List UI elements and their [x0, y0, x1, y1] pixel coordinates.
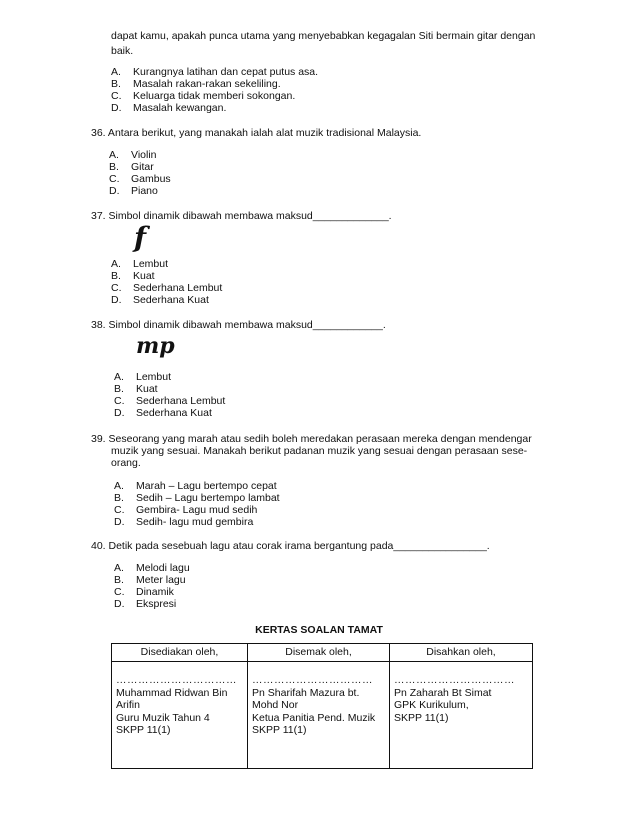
- checker-school: SKPP 11(1): [252, 724, 307, 736]
- q37-option-a: A. Lembut: [111, 258, 169, 270]
- preparer-school: SKPP 11(1): [116, 724, 171, 736]
- header-approved-by: Disahkan oleh,: [390, 644, 533, 662]
- q40-question: 40. Detik pada sesebuah lagu atau corak irama bergantung pada________________.: [91, 540, 490, 552]
- q37-option-d: D. Sederhana Kuat: [111, 294, 209, 306]
- approver-name: Pn Zaharah Bt Simat: [394, 686, 492, 699]
- preparer-name-line2: Arifin: [116, 699, 140, 711]
- header-prepared-by: Disediakan oleh,: [112, 644, 248, 662]
- signature-table: [111, 643, 533, 769]
- end-of-paper-title: KERTAS SOALAN TAMAT: [255, 624, 383, 636]
- q39-option-b: B. Sedih – Lagu bertempo lambat: [114, 492, 280, 504]
- checker-name-line2: Mohd Nor: [252, 699, 299, 711]
- q36-option-c: C. Gambus: [109, 173, 171, 185]
- signature-header-row: [112, 644, 533, 662]
- q35-option-c: C. Keluarga tidak memberi sokongan.: [111, 90, 296, 102]
- q36-option-b: B. Gitar: [109, 161, 154, 173]
- q37-option-c: C. Sederhana Lembut: [111, 282, 223, 294]
- header-checked-by: Disemak oleh,: [248, 644, 390, 662]
- signature-cell-approver: [390, 662, 533, 769]
- signature-dots: ……………………………: [252, 674, 373, 686]
- q35-option-b: B. Masalah rakan-rakan sekeliling.: [111, 78, 281, 90]
- q39-question-line3: orang.: [111, 457, 141, 469]
- q35-text-line1: dapat kamu, apakah punca utama yang menyebabkan kegagalan Siti bermain gitar dengan: [111, 30, 536, 42]
- q39-option-a: A. Marah – Lagu bertempo cepat: [114, 480, 277, 492]
- mezzo-piano-symbol: mp: [136, 333, 175, 359]
- q40-option-c: C. Dinamik: [114, 586, 174, 598]
- q37-question: 37. Simbol dinamik dibawah membawa maksud_____________.: [91, 210, 392, 222]
- q40-option-a: A. Melodi lagu: [114, 562, 190, 574]
- checker-name-line1: Pn Sharifah Mazura bt.: [252, 686, 360, 699]
- preparer-name-line1: Muhammad Ridwan Bin: [116, 686, 228, 699]
- q39-option-d: D. Sedih- lagu mud gembira: [114, 516, 254, 528]
- signature-cell-preparer: [112, 662, 248, 769]
- q36-option-d: D. Piano: [109, 185, 158, 197]
- signature-dots: ……………………………: [116, 674, 237, 686]
- q39-option-c: C. Gembira- Lagu mud sedih: [114, 504, 258, 516]
- q40-option-d: D. Ekspresi: [114, 598, 177, 610]
- q38-option-a: A. Lembut: [114, 371, 172, 383]
- q37-option-b: B. Kuat: [111, 270, 155, 282]
- signature-dots: ……………………………: [394, 674, 515, 686]
- q36-option-a: A. Violin: [109, 149, 157, 161]
- checker-title: Ketua Panitia Pend. Muzik: [252, 711, 376, 724]
- forte-symbol: f: [134, 221, 147, 254]
- approver-school: SKPP 11(1): [394, 711, 449, 724]
- q39-question-line2: muzik yang sesuai. Manakah berikut padanan muzik yang sesuai dengan perasaan sese-: [111, 445, 528, 457]
- q35-option-d: D. Masalah kewangan.: [111, 102, 227, 114]
- q35-option-a: A. Kurangnya latihan dan cepat putus asa.: [111, 66, 319, 78]
- q39-question-line1: 39. Seseorang yang marah atau sedih boleh meredakan perasaan mereka dengan mendengar: [91, 433, 532, 445]
- q36-question: 36. Antara berikut, yang manakah ialah alat muzik tradisional Malaysia.: [91, 127, 422, 139]
- q38-option-b: B. Kuat: [114, 383, 158, 395]
- approver-title: GPK Kurikulum,: [394, 699, 469, 711]
- q35-text-line2: baik.: [111, 45, 134, 57]
- q38-option-d: D. Sederhana Kuat: [114, 407, 212, 419]
- q38-question: 38. Simbol dinamik dibawah membawa maksud____________.: [91, 319, 386, 331]
- q40-option-b: B. Meter lagu: [114, 574, 186, 586]
- q38-option-c: C. Sederhana Lembut: [114, 395, 226, 407]
- preparer-title: Guru Muzik Tahun 4: [116, 711, 210, 724]
- signature-body-row: [112, 662, 533, 769]
- signature-cell-checker: [248, 662, 390, 769]
